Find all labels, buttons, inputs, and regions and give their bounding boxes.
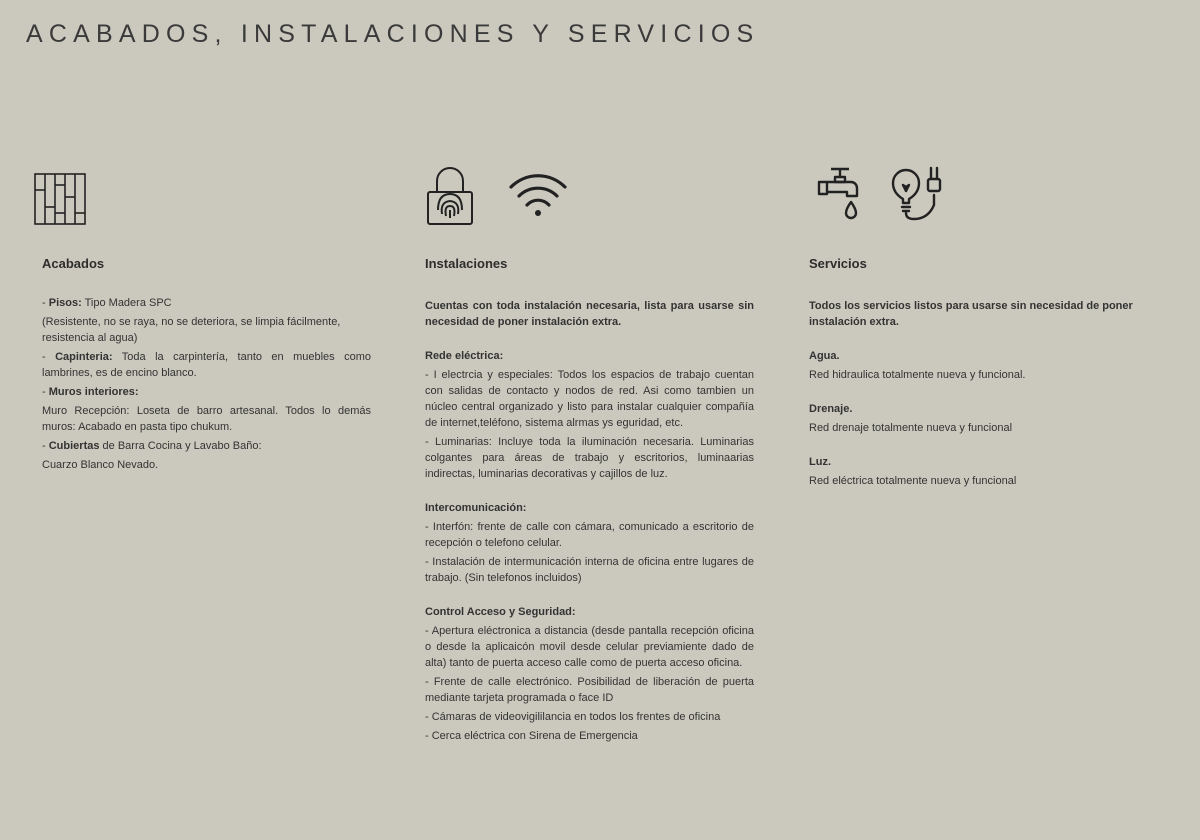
muros-line: - Muros interiores: xyxy=(42,386,139,398)
red-electrica-title: Rede eléctrica: xyxy=(425,350,504,362)
instalaciones-title: Instalaciones xyxy=(425,256,508,271)
cubiertas-line: - Cubiertas de Barra Cocina y Lavabo Baño: xyxy=(42,440,262,452)
pisos-value: Tipo Madera SPC xyxy=(81,297,172,309)
servicios-body xyxy=(809,298,1149,492)
servicios-column xyxy=(809,160,1149,487)
luz-title: Luz. xyxy=(809,456,831,468)
intercomunicacion-item: - Instalación de intermunicación interna de oficina entre lugares de trabajo. (Sin telefonos incluidos) xyxy=(425,556,754,584)
instalaciones-body xyxy=(425,298,754,747)
muros-label: Muros interiores: xyxy=(48,386,139,398)
red-electrica-item: - Luminarias: Incluye toda la iluminación necesaria. Luminarias colgantes para áreas de trabajo y escritorios, luminaarias indirectas, luminarias decorativas y cajillos de luz. xyxy=(425,436,754,480)
servicios-intro: Todos los servicios listos para usarse sin necesidad de poner instalación extra. xyxy=(809,300,1133,328)
acabados-title: Acabados xyxy=(42,256,105,271)
control-acceso-item: - Cerca eléctrica con Sirena de Emergencia xyxy=(425,730,638,742)
muros-value: Muro Recepción: Loseta de barro artesanal. Todos lo demás muros: Acabado en pasta tipo chukum. xyxy=(42,405,371,433)
control-acceso-item: - Apertura eléctronica a distancia (desde pantalla recepción oficina o desde la aplicaicón movil desde celular previamiente dado de alta) tanto de puerta acceso calle como de puerta acceso oficina. xyxy=(425,625,754,669)
cubiertas-label: Cubiertas xyxy=(48,440,100,452)
wifi-icon xyxy=(508,170,568,220)
luz-text: Red eléctrica totalmente nueva y funcional xyxy=(809,475,1017,487)
lightbulb-plug-icon xyxy=(890,165,946,221)
capinteria-label: Capinteria: xyxy=(55,351,113,363)
acabados-body xyxy=(42,295,371,476)
drenaje-text: Red drenaje totalmente nueva y funcional xyxy=(809,422,1013,434)
drenaje-title: Drenaje. xyxy=(809,403,853,415)
water-faucet-icon xyxy=(817,166,863,224)
pisos-note: (Resistente, no se raya, no se deteriora, se limpia fácilmente, resistencia al agua) xyxy=(42,316,341,344)
control-acceso-title: Control Acceso y Seguridad: xyxy=(425,606,576,618)
acabados-column xyxy=(34,160,371,471)
fingerprint-lock-icon xyxy=(425,166,475,226)
pisos-line: - Pisos: Tipo Madera SPC xyxy=(42,297,172,309)
pisos-label: Pisos: xyxy=(48,297,82,309)
control-acceso-item: - Cámaras de videovigililancia en todos los frentes de oficina xyxy=(425,711,721,723)
agua-title: Agua. xyxy=(809,350,840,362)
control-acceso-item: - Frente de calle electrónico. Posibilidad de liberación de puerta mediante tarjeta programada o face ID xyxy=(425,676,754,704)
cubiertas-value: de Barra Cocina y Lavabo Baño: xyxy=(99,440,262,452)
wood-planks-icon xyxy=(34,173,86,225)
cubiertas-material: Cuarzo Blanco Nevado. xyxy=(42,459,159,471)
capinteria-value: Toda la carpintería, tanto en muebles como lambrines, es de encino blanco. xyxy=(42,351,371,379)
red-electrica-item: - I electrcia y especiales: Todos los espacios de trabajo cuentan con salidas de contacto y nodos de red. Asi como tambien un núcleo central organizado y listo para instalar cualquier compañía de internet,teléfono, sistema alrmas ys eguridad, etc. xyxy=(425,369,754,429)
agua-text: Red hidraulica totalmente nueva y funcional. xyxy=(809,369,1026,381)
intercomunicacion-title: Intercomunicación: xyxy=(425,502,527,514)
instalaciones-intro: Cuentas con toda instalación necesaria, lista para usarse sin necesidad de poner instalación extra. xyxy=(425,300,754,328)
capinteria-line: - Capinteria: Toda la carpintería, tanto en muebles como lambrines, es de encino blanco. xyxy=(42,351,371,379)
servicios-title: Servicios xyxy=(809,256,867,271)
intercomunicacion-item: - Interfón: frente de calle con cámara, comunicado a escritorio de recepción o telefono celular. xyxy=(425,521,754,549)
instalaciones-column xyxy=(425,160,754,742)
page-title: ACABADOS, INSTALACIONES Y SERVICIOS xyxy=(26,20,760,48)
